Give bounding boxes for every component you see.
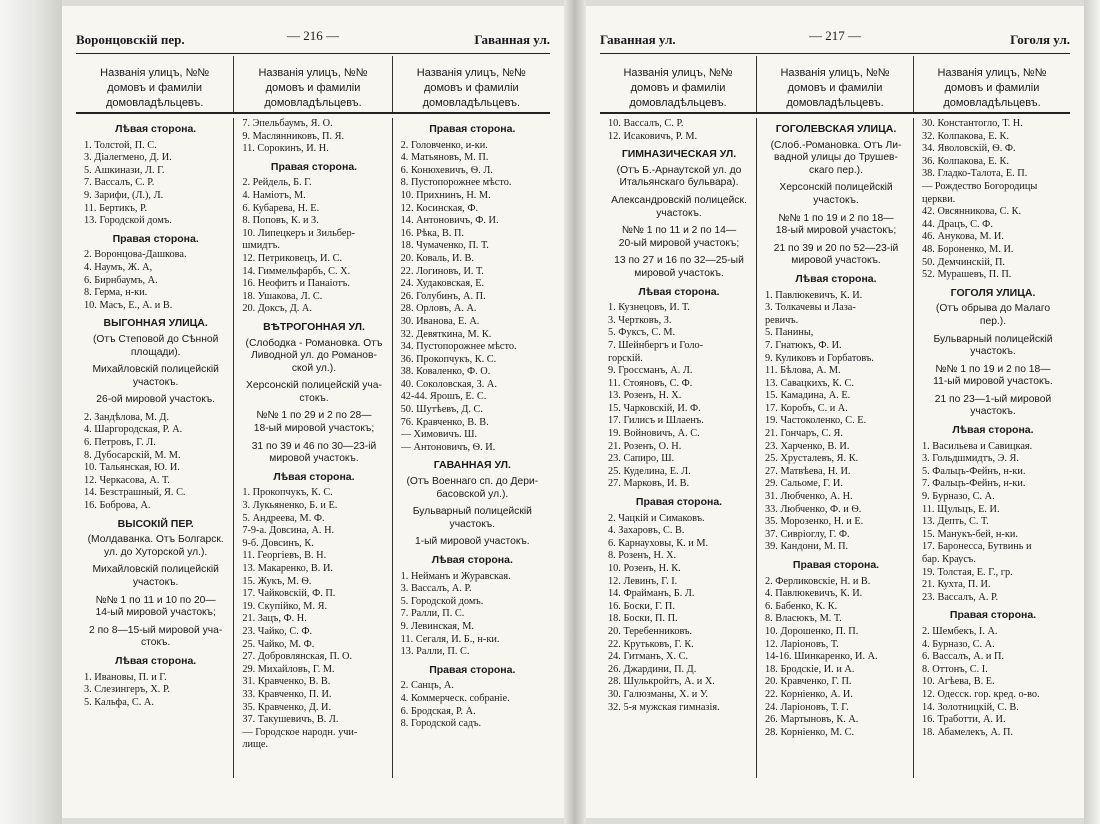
header-rule-bold <box>600 112 1070 114</box>
entry-line: 4. Наміотъ, М. <box>242 189 306 201</box>
section-heading: ВѢТРОГОННАЯ УЛ. <box>263 320 365 333</box>
entry-line: — Антоновичъ, Ѳ. И. <box>400 441 496 453</box>
section-note: Бульварный полицейскій участокъ. <box>933 333 1053 358</box>
section-note: Михайловскій полицейскій участокъ. <box>92 364 219 388</box>
entry-line: 5. Ашкинази, Л. Г. <box>84 164 165 176</box>
entry-line: 19. Войновичъ, А. С. <box>608 428 700 440</box>
entry-line: 4. Матьяновъ, М. П. <box>400 152 489 164</box>
entry-line: 7-9-а. Довсина, А. Н. <box>242 525 335 537</box>
section-note: Бульварный полицейскій участокъ. <box>412 506 532 530</box>
entry-line: 2. Рейдель, Б. Г. <box>242 177 312 189</box>
entry-line: 11. Сегаля, И. Б., н-ки. <box>400 633 500 645</box>
entry-line: 52. Мурашевъ, П. П. <box>922 269 1012 281</box>
entry-line: 30. Галюзманы, Х. и У. <box>608 688 709 700</box>
book-gutter <box>564 0 586 824</box>
section-note: (Отъ Б.-Арнаутской ул. до Итальянскаго бульвара). <box>616 164 742 189</box>
entry-line: 6. Кубарева, Н. Е. <box>242 202 320 214</box>
entry-line: 32. Девяткина, М. К. <box>400 328 492 340</box>
entry-line: 4. Бурназо, С. А. <box>922 638 995 650</box>
entry-line: 23. Сапиро, Ш. <box>608 453 675 465</box>
column <box>600 118 756 778</box>
entry-line: 6. Карнауховы, К. и М. <box>608 537 709 549</box>
entry-line: 38. Гладко-Талота, Е. П. <box>922 168 1028 180</box>
entry-line: 50. Демчинскій, П. <box>922 256 1005 268</box>
section-heading: Лѣвая сторона. <box>952 424 1034 437</box>
entry-line: 18. Ушакова, Л. С. <box>242 290 323 302</box>
entry-line: 46. Анукова, М. И. <box>922 231 1004 243</box>
entry-line: 8. Поповъ, К. и З. <box>242 215 319 227</box>
section-note: Херсонскій полицейскій уча- стокъ. <box>246 380 382 404</box>
entry-line: 10. Вассалъ, С. Р. <box>608 118 684 129</box>
entry-line: 4. Шаргородская, Р. А. <box>84 424 183 436</box>
entry-line: 14. Безстрашный, Я. С. <box>84 487 186 499</box>
entry-line: 1. Нейманъ и Журавская. <box>400 570 511 582</box>
section-note: №№ 1 по 19 и 2 по 18— 11-ый мировой участокъ. <box>933 363 1053 388</box>
entry-line: 21. Зацъ, Ф. Н. <box>242 613 307 625</box>
entry-line: лище. <box>242 739 269 751</box>
entry-line: 17. Коробъ, С. и А. <box>765 402 848 414</box>
entry-line: 21. Гончаръ, С. Я. <box>765 428 843 440</box>
entry-line: 15. Манукъ-бей, н-ки. <box>922 528 1018 540</box>
section-note: №№ 1 по 29 и 2 по 28— 18-ый мировой участокъ; <box>253 410 375 435</box>
section-heading: Правая сторона. <box>112 232 199 245</box>
section-note: №№ 1 по 11 и 10 по 20— 14-ый мировой участокъ; <box>95 594 216 619</box>
entry-line: 5. Фальцъ-Фейнъ, н-ки. <box>922 465 1026 477</box>
column <box>756 118 913 778</box>
section-note: 1-ый мировой участокъ. <box>414 536 530 548</box>
entry-line: 12. Исаковичъ, Р. М. <box>608 130 698 142</box>
entry-line: 4. Наумъ, Ж. А, <box>84 261 153 273</box>
entry-line: 13. Ралли, П. С. <box>400 646 470 658</box>
entry-line: 4. Павлюкевичъ, К. И. <box>765 588 863 600</box>
section-heading: Правая сторона. <box>949 609 1037 622</box>
entry-line: 39. Кандони, М. П. <box>765 541 849 553</box>
entry-line: 11. Щульцъ, Е. И. <box>922 503 1000 515</box>
entry-line: 30. Иванова, Е. А. <box>400 315 480 327</box>
right-page-edges <box>1084 0 1100 824</box>
entry-line: 27. Добровлянская, П. О. <box>242 651 353 663</box>
entry-line: 7. Вассалъ, С. Р. <box>84 177 155 189</box>
section-note: (Слободка - Романовка. Отъ Ливодной ул. до Романов- ской ул.). <box>245 337 383 374</box>
section-heading: Лѣвая сторона. <box>115 654 197 667</box>
column-header: Названія улицъ, №№ домовъ и фамиліи домовладѣльцевъ. <box>392 56 550 112</box>
section-heading: Лѣвая сторона. <box>638 285 720 298</box>
entry-line: 10. Прихнинъ, Н. М. <box>400 189 491 201</box>
left-page-edges <box>0 0 62 824</box>
entry-line: 2. Шембекъ, І. А. <box>922 625 998 637</box>
entry-line: 2. Санцъ, А. <box>400 680 454 692</box>
entry-line: 42. Овсянникова, С. К. <box>922 206 1022 218</box>
entry-line: 36. Прокопчукъ, К. С. <box>400 353 497 365</box>
entry-line: 2. Чацкій и Симаковъ. <box>608 512 705 524</box>
entry-line: 28. Орловъ, А. А. <box>400 303 477 315</box>
running-head <box>600 28 1070 50</box>
entry-line: 30. Константогло, Т. Н. <box>922 118 1023 129</box>
entry-line: 13. Савацкихъ, К. С. <box>765 377 854 389</box>
entry-line: 9-б. Довсинъ, К. <box>242 537 314 549</box>
page-number: — 217 — <box>809 28 861 43</box>
entry-line: 8. Пустопорожнее мѣсто. <box>400 177 512 189</box>
entry-line: 48. Бороненко, М. И. <box>922 243 1014 255</box>
entry-line: 13. Депть, С. Т. <box>922 516 989 528</box>
entry-line: 33. Любченко, Ф. и Ѳ. <box>765 503 862 515</box>
section-heading: Лѣвая сторона. <box>115 123 197 135</box>
section-note: №№ 1 по 11 и 2 по 14— 20-ый мировой участокъ; <box>618 225 740 249</box>
entry-line: 24. Худаковская, Е. <box>400 278 485 290</box>
columns <box>600 118 1070 778</box>
column-headers <box>76 56 550 112</box>
section-heading: Лѣвая сторона. <box>795 272 877 285</box>
entry-line: 1. Прокопчукъ, К. С. <box>242 487 333 499</box>
section-note: 31 по 39 и 46 по 30—23-ій мировой участокъ. <box>251 440 377 465</box>
entry-line: 7. Ралли, П. С. <box>400 608 465 620</box>
entry-line: 8. Розенъ, Н. Х. <box>608 550 677 562</box>
section-heading: ГИМНАЗИЧЕСКАЯ УЛ. <box>621 148 737 161</box>
section-note: (Отъ Степовой до Сѣнной площади). <box>92 333 219 358</box>
section-note: 13 по 27 и 16 по 32—25-ый мировой участокъ. <box>614 255 744 279</box>
running-head-left: Воронцовскій пер. <box>76 32 185 47</box>
entry-line: горскій. <box>608 352 643 364</box>
entry-line: — Химовичъ. Ш. <box>400 429 478 441</box>
entry-line: 14-16. Шинкаренко, И. А. <box>765 651 878 663</box>
entry-line: 35. Кравченко, Д. И. <box>242 701 332 713</box>
section-heading: Лѣвая сторона. <box>273 470 355 483</box>
entry-line: 22. Корніенко, А. И. <box>765 688 853 700</box>
section-note: (Слоб.-Романовка. Отъ Ли- вадной улицы до Трушев- скаго пер.). <box>770 139 902 176</box>
entry-line: 17. Гилисъ и Шлаенъ. <box>608 415 704 427</box>
column-headers <box>600 56 1070 112</box>
entry-line: 3. Чертковъ, З. <box>608 314 672 326</box>
entry-line: 8. Герма, н-ки. <box>84 287 148 299</box>
entry-line: 12. Ларіоновъ, Т. <box>765 638 839 650</box>
entry-line: 16. Боски, Г. П. <box>608 600 675 612</box>
entry-line: 19. Скупійко, М. Я. <box>242 600 328 612</box>
entry-line: 7. Гнатюкъ, Ф. И. <box>765 339 842 351</box>
entry-line: 50. Шутѣевъ, Д. С. <box>400 404 483 416</box>
entry-line: ревичъ. <box>765 314 799 326</box>
entry-line: — Городское народн. учи- <box>242 726 358 738</box>
entry-line: 7. Шейнбергъ и Голо- <box>608 339 704 351</box>
entry-line: 15. Чарковскій, И. Ф. <box>608 402 701 414</box>
section-note: Херсонскій полицейскій участокъ. <box>779 182 893 206</box>
entry-line: 24. Гитманъ, Х. С. <box>608 651 689 663</box>
entry-line: 16. Боброва, А. <box>84 500 151 512</box>
entry-line: 31. Кравченко, В. В. <box>242 676 331 688</box>
header-rule <box>76 53 550 54</box>
entry-line: 11. Бертикъ, Р. <box>84 202 148 214</box>
entry-line: 36. Колпакова, Е. К. <box>922 155 1009 167</box>
entry-line: 6. Бабенко, К. К. <box>765 600 838 612</box>
column-header: Названія улицъ, №№ домовъ и фамиліи домовладѣльцевъ. <box>756 56 913 112</box>
entry-line: 19. Толстая, Е. Г., гр. <box>922 566 1013 578</box>
entry-line: 37. Такушевичъ, В. Л. <box>242 714 339 726</box>
entry-line: 14. Золотницкій, С. В. <box>922 701 1019 713</box>
entry-line: 11. Сорокинъ, И. Н. <box>242 143 329 155</box>
section-note: 2 по 8—15-ый мировой уча- стокъ. <box>89 624 223 649</box>
entry-line: 44. Драцъ, С. Ф. <box>922 218 993 230</box>
entry-line: 9. Бурназо, С. А. <box>922 491 995 503</box>
section-heading: Правая сторона. <box>792 559 880 571</box>
entry-line: 42-44. Ярошъ, Е. С. <box>400 391 487 403</box>
entry-line: 32. 5-я мужская гимназія. <box>608 701 720 713</box>
entry-line: 8. Власюкъ, М. Т. <box>765 613 842 625</box>
entry-line: 14. Гиммельфарбъ, С. Х. <box>242 265 351 277</box>
entry-line: 6. Бродская, Р. А. <box>400 705 476 717</box>
entry-line: 38. Коваленко, Ф. О. <box>400 366 491 378</box>
entry-line: 25. Куделина, Е. Л. <box>608 465 691 477</box>
section-note: Михайловскій полицейскій участокъ. <box>92 564 219 588</box>
header-rule-bold <box>76 112 550 114</box>
entry-line: 8. Дубосарскій, М. М. <box>84 449 181 461</box>
entry-line: 12. Одесск. гор. кред. о-во. <box>922 688 1040 700</box>
entry-line: 34. Яволовскій, Ѳ. Ф. <box>922 143 1016 155</box>
entry-line: 18. Боски, П. П. <box>608 613 678 625</box>
entry-line: 3. Вассалъ, А. Р. <box>400 583 472 595</box>
entry-line: 24. Ларіоновъ, Т. Г. <box>765 701 849 713</box>
column-header: Названія улицъ, №№ домовъ и фамиліи домовладѣльцевъ. <box>100 67 210 109</box>
entry-line: 10. Масъ, Е., А. и В. <box>84 299 173 311</box>
entry-line: 29. Михайловъ, Г. М. <box>242 663 335 675</box>
entry-line: 28. Корніенко, М. С. <box>765 726 855 738</box>
section-note: (Отъ обрыва до Малаго пер.). <box>935 303 1051 327</box>
entry-line: — Рождество Богородицы <box>922 180 1038 192</box>
entry-line: 15. Жукъ, М. Ѳ. <box>242 575 312 587</box>
entry-line: 1. Толстой, П. С. <box>84 139 157 151</box>
entry-line: 8. Городской садъ. <box>400 718 482 730</box>
entry-line: 1. Ивановы, П. и Г. <box>84 671 167 683</box>
columns <box>76 118 550 778</box>
entry-line: 40. Соколовская, З. А. <box>400 378 497 390</box>
entry-line: 37. Сивріоглу, Г. Ф. <box>765 528 850 540</box>
running-head <box>76 28 550 50</box>
entry-line: 5. Фуксъ, С. М. <box>608 327 676 339</box>
section-note: 21 по 39 и 20 по 52—23-ій мировой участокъ. <box>773 242 899 267</box>
header-rule <box>600 53 1070 54</box>
entry-line: 76. Кравченко, В. В. <box>400 416 489 428</box>
section-heading: Правая сторона. <box>270 160 358 173</box>
column <box>392 118 550 778</box>
entry-line: 22. Логиновъ, И. Т. <box>400 265 484 277</box>
entry-line: 2. Головченко, и-ки. <box>400 139 488 151</box>
entry-line: 26. Джардини, П. Д. <box>608 663 697 675</box>
section-heading: Правая сторона. <box>635 496 723 509</box>
entry-line: 3. Лукьяненко, Б. и Е. <box>242 500 338 512</box>
entry-line: 1. Кузнецовъ, И. Т. <box>608 302 690 314</box>
entry-line: 35. Морозенко, Н. и Е. <box>765 516 864 528</box>
entry-line: 16. Неофитъ и Панаіотъ. <box>242 278 350 290</box>
running-head-left: Гаванная ул. <box>600 32 676 47</box>
entry-line: 26. Мартыновъ, К. А. <box>765 714 859 726</box>
section-note: (Отъ Военнаго сп. до Дери- басовской ул.). <box>406 476 539 500</box>
entry-line: 7. Эпельбаумъ, Я. О. <box>242 118 333 129</box>
entry-line: 10. Дорошенко, П. П. <box>765 625 859 637</box>
entry-line: 12. Черкасова, А. Т. <box>84 474 170 486</box>
entry-line: 4. Захаровъ, С. В. <box>608 525 685 537</box>
entry-line: 8. Оттонъ, С. І. <box>922 663 988 675</box>
entry-line: 2. Зандѣлова, М. Д. <box>84 411 169 423</box>
entry-line: 11. Георгіевъ, В. Н. <box>242 550 327 562</box>
entry-line: 20. Теребенниковъ. <box>608 625 692 637</box>
entry-line: 5. Городской домъ. <box>400 595 484 607</box>
section-note: №№ 1 по 19 и 2 по 18— 18-ый мировой участокъ; <box>775 212 897 237</box>
column <box>913 118 1070 778</box>
section-heading: Правая сторона. <box>429 663 516 676</box>
entry-line: 10. Розенъ, Н. К. <box>608 563 681 574</box>
entry-line: 13. Розенъ, Н. Х. <box>608 390 682 402</box>
column-header: Названія улицъ, №№ домовъ и фамиліи домовладѣльцевъ. <box>233 56 391 112</box>
entry-line: 2. Ферликовскіе, Н. и В. <box>765 575 871 587</box>
entry-line: 17. Чайковскій, Ф. П. <box>242 588 336 600</box>
entry-line: 23. Чайко, С. Ф. <box>242 625 313 637</box>
page-217 <box>586 6 1084 818</box>
entry-line: 2. Воронцова-Дашкова. <box>84 249 187 261</box>
page-number: — 216 — <box>287 28 339 43</box>
entry-line: 4. Коммерческ. собраніе. <box>400 692 510 704</box>
entry-line: 19. Частоколенко, С. Е. <box>765 415 867 427</box>
entry-line: 7. Фальцъ-Фейнъ, н-ки. <box>922 478 1026 490</box>
section-heading: ГАВАННАЯ УЛ. <box>433 459 511 472</box>
entry-line: 21. Кухта, П. И. <box>922 579 991 591</box>
section-note: 21 по 23—1-ый мировой участокъ. <box>934 393 1052 418</box>
entry-line: 6. Вассалъ, А. и П. <box>922 651 1004 663</box>
entry-line: 29. Сальоме, Г. И. <box>765 478 843 490</box>
entry-line: 18. Бродскіе, И. и А. <box>765 663 855 675</box>
entry-line: 20. Доксъ, Д. А. <box>242 303 312 315</box>
entry-line: 13. Макаренко, В. И. <box>242 563 333 574</box>
entry-line: 3. Слезингеръ, Х. Р. <box>84 684 170 696</box>
entry-line: 6. Бирнбаумъ, А. <box>84 274 158 286</box>
section-note: Александровскій полицейск. участокъ. <box>611 194 747 219</box>
entry-line: 14. Фрайманъ, Б. Л. <box>608 588 695 600</box>
entry-line: 10. Липецкеръ и Зильбер- <box>242 227 356 239</box>
entry-line: 23. Харченко, В. И. <box>765 440 850 452</box>
column-header: Названія улицъ, №№ домовъ и фамиліи домовладѣльцевъ. <box>913 56 1070 112</box>
entry-line: 10. Агѣева, В. Е. <box>922 676 995 688</box>
entry-line: 33. Кравченко, П. И. <box>242 688 332 700</box>
entry-line: 25. Хрусталевъ, Я. К. <box>765 453 859 465</box>
section-heading: ВЫГОННАЯ УЛИЦА. <box>103 317 208 330</box>
entry-line: 25. Чайко, М. Ф. <box>242 638 315 650</box>
entry-line: 9. Гроссманъ, А. Л. <box>608 365 693 377</box>
column <box>76 118 233 778</box>
entry-line: 14. Антоновичъ, Ф. И. <box>400 215 499 227</box>
entry-line: 12. Петриковецъ, И. С. <box>242 252 343 264</box>
entry-line: 27. Марковъ, И. В. <box>608 478 690 490</box>
column <box>233 118 391 778</box>
entry-line: 18. Чумаченко, П. Т. <box>400 240 489 252</box>
section-heading: ВЫСОКІЙ ПЕР. <box>117 517 194 530</box>
entry-line: 6. Конюхевичъ, Ѳ. Л. <box>400 164 493 176</box>
entry-line: 17. Баронесса, Бутвинь и <box>922 541 1032 553</box>
entry-line: 9. Левинская, М. <box>400 620 474 632</box>
entry-line: 9. Куликовъ и Горбатовъ. <box>765 352 874 364</box>
entry-line: шмидтъ. <box>242 240 280 252</box>
entry-line: 10. Тальянская, Ю. И. <box>84 462 180 474</box>
entry-line: 9. Маслянниковъ, П. Я. <box>242 130 345 142</box>
entry-line: 3. Толкачевы и Лаза- <box>765 302 856 314</box>
entry-line: 23. Вассалъ, А. Р. <box>922 591 999 603</box>
section-heading: Правая сторона. <box>429 123 516 135</box>
page-216 <box>62 6 564 818</box>
section-note: 26-ой мировой участокъ. <box>96 394 216 406</box>
section-note: (Молдаванка. Отъ Болгарск. ул. до Хуторской ул.). <box>87 534 224 558</box>
entry-line: 1. Павлюкевичъ, К. И. <box>765 289 863 301</box>
entry-line: 5. Кальфа, С. А. <box>84 696 154 708</box>
running-head-right: Гаванная ул. <box>474 32 550 47</box>
entry-line: 18. Абамелекъ, А. П. <box>922 726 1014 738</box>
entry-line: 3. Гольдшмидтъ, Э. Я. <box>922 453 1019 465</box>
entry-line: 12. Косинская, Ф. <box>400 202 479 214</box>
entry-line: 16. Рѣка, В. П. <box>400 227 465 239</box>
entry-line: 32. Колпакова, Е. К. <box>922 130 1009 142</box>
entry-line: 9. Зарифи, (Л.), Л. <box>84 189 164 201</box>
section-heading: ГОГОЛЕВСКАЯ УЛИЦА. <box>775 123 897 135</box>
entry-line: 20. Кравченко, Г. П. <box>765 676 852 688</box>
entry-line: 3. Діалегмено, Д. И. <box>84 152 172 164</box>
entry-line: церкви. <box>922 193 956 205</box>
entry-line: 31. Любченко, А. Н. <box>765 491 853 503</box>
entry-line: 12. Левинъ, Г. І. <box>608 575 678 587</box>
entry-line: 11. Бѣлова, А. М. <box>765 365 841 377</box>
entry-line: 16. Тработти, А. И. <box>922 714 1006 726</box>
entry-line: 21. Розенъ, О. Н. <box>608 440 682 452</box>
entry-line: 15. Камадина, А. Е. <box>765 390 851 402</box>
entry-line: 27. Матвѣева, Н. И. <box>765 465 851 477</box>
entry-line: 20. Коваль, И. В. <box>400 252 475 264</box>
column-header: Названія улицъ, №№ домовъ и фамиліи домовладѣльцевъ. <box>623 67 733 109</box>
entry-line: 22. Крутьковъ, Г. К. <box>608 638 694 650</box>
entry-line: 13. Городской домъ. <box>84 215 172 227</box>
entry-line: 11. Стояновъ, С. Ф. <box>608 377 693 389</box>
entry-line: 26. Голубинъ, А. П. <box>400 290 486 302</box>
entry-line: 34. Пустопорожнее мѣсто. <box>400 341 517 353</box>
entry-line: 1. Васильева и Савицкая. <box>922 440 1033 452</box>
section-heading: Лѣвая сторона. <box>431 554 513 566</box>
entry-line: бар. Краусъ. <box>922 554 976 565</box>
section-heading: ГОГОЛЯ УЛИЦА. <box>950 286 1036 299</box>
running-head-right: Гоголя ул. <box>1010 32 1070 47</box>
entry-line: 5. Панины, <box>765 327 814 339</box>
entry-line: 5. Андреева, М. Ф. <box>242 512 325 524</box>
entry-line: 6. Петровъ, Г. Л. <box>84 437 156 449</box>
entry-line: 28. Шулькройтъ, А. и Х. <box>608 676 715 688</box>
